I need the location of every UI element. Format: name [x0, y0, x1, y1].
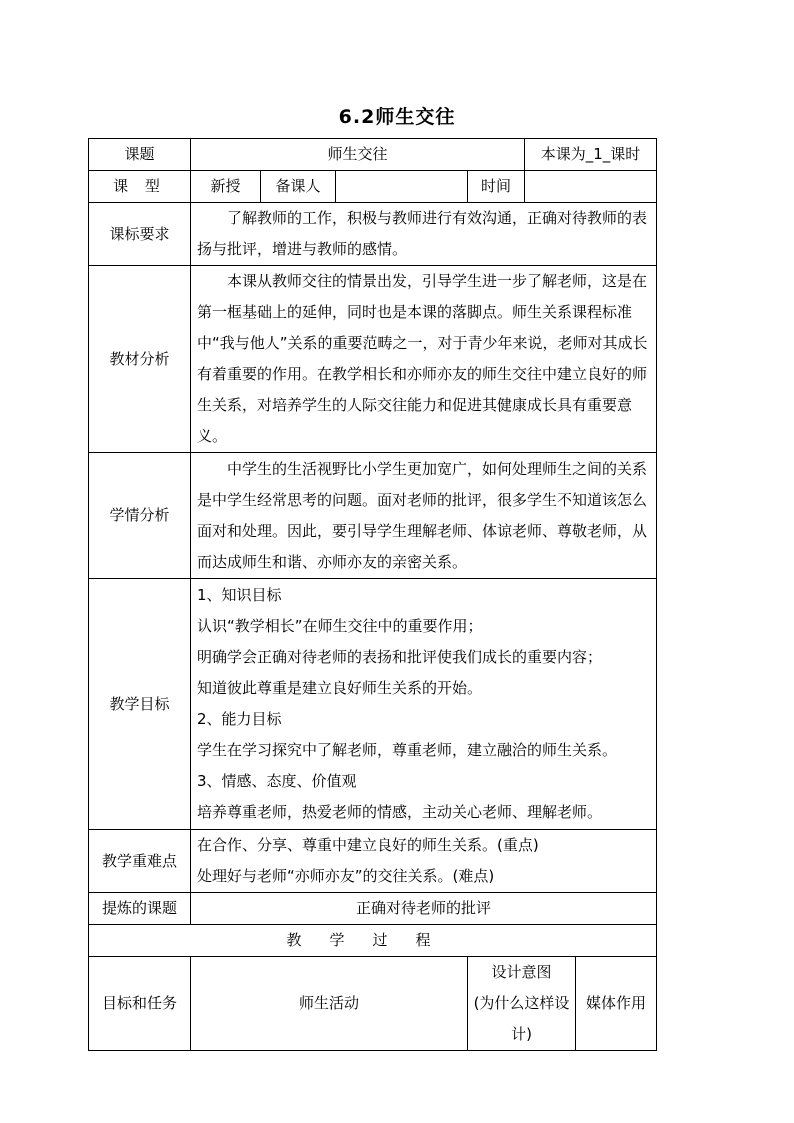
- design-intent-title: 设计意图: [491, 963, 552, 981]
- period-prefix: 本课为: [540, 145, 586, 163]
- standard-text: 了解教师的工作，积极与教师进行有效沟通，正确对待教师的表扬与批评，增进与教师的感情。: [191, 203, 657, 266]
- type-label: 课 型: [89, 171, 191, 203]
- row-standard: [89, 203, 657, 266]
- refined-topic-label: 提炼的课题: [89, 893, 191, 925]
- period-value: _1_: [585, 145, 611, 163]
- type-value: 新授: [191, 171, 261, 203]
- topic-value: 师生交往: [191, 139, 525, 171]
- material-label: 教材分析: [89, 266, 191, 453]
- goal-line: 1、知识目标: [197, 586, 282, 604]
- key-point-line: 在合作、分享、尊重中建立良好的师生关系。(重点): [197, 836, 539, 854]
- key-points-label: 教学重难点: [89, 830, 191, 893]
- lesson-plan-table: [88, 138, 657, 1051]
- column-goals-tasks: 目标和任务: [89, 957, 191, 1051]
- key-point-line: 处理好与老师“亦师亦友”的交往关系。(难点): [197, 867, 495, 885]
- students-text: 中学生的生活视野比小学生更加宽广，如何处理师生之间的关系是中学生经常思考的问题。面对老师的批评，很多学生不知道该怎么面对和处理。因此，要引导学生理解老师、体谅老师、尊敬老师，从而达成师生和谐、亦师亦友的亲密关系。: [191, 453, 657, 579]
- time-label: 时间: [468, 171, 525, 203]
- row-topic: [89, 139, 657, 171]
- row-goals: [89, 579, 657, 830]
- goal-line: 培养尊重老师，热爱老师的情感，主动关心老师、理解老师。: [197, 803, 603, 821]
- row-material: [89, 266, 657, 453]
- key-points-content: [191, 830, 657, 893]
- column-teacher-student-activity: 师生活动: [191, 957, 468, 1051]
- row-process-columns: [89, 957, 657, 1051]
- lesson-period: [525, 139, 657, 171]
- design-intent-subtitle: (为什么这样设计): [473, 994, 570, 1043]
- column-design-intent: [468, 957, 576, 1051]
- row-students: [89, 453, 657, 579]
- preparer-value: [336, 171, 468, 203]
- row-key-points: [89, 830, 657, 893]
- goal-line: 知道彼此尊重是建立良好师生关系的开始。: [197, 679, 483, 697]
- students-label: 学情分析: [89, 453, 191, 579]
- process-heading: 教学过程: [89, 925, 657, 957]
- period-suffix: 课时: [610, 145, 641, 163]
- goal-line: 学生在学习探究中了解老师，尊重老师，建立融洽的师生关系。: [197, 741, 618, 759]
- topic-label: 课题: [89, 139, 191, 171]
- goal-line: 认识“教学相长”在师生交往中的重要作用；: [197, 617, 483, 635]
- document-title: 6.2师生交往: [338, 106, 456, 128]
- goal-line: 3、情感、态度、价值观: [197, 772, 357, 790]
- goal-line: 2、能力目标: [197, 710, 282, 728]
- row-refined-topic: [89, 893, 657, 925]
- preparer-label: 备课人: [261, 171, 336, 203]
- refined-topic-value: 正确对待老师的批评: [191, 893, 657, 925]
- standard-label: 课标要求: [89, 203, 191, 266]
- row-process-heading: [89, 925, 657, 957]
- goals-content: [191, 579, 657, 830]
- goal-line: 明确学会正确对待老师的表扬和批评使我们成长的重要内容；: [197, 648, 603, 666]
- time-value: [525, 171, 657, 203]
- goals-label: 教学目标: [89, 579, 191, 830]
- column-media-role: 媒体作用: [576, 957, 657, 1051]
- material-text: 本课从教师交往的情景出发，引导学生进一步了解老师，这是在第一框基础上的延伸，同时也是本课的落脚点。师生关系课程标准中“我与他人”关系的重要范畴之一，对于青少年来说，老师对其成长有着重要的作用。在教学相长和亦师亦友的师生交往中建立良好的师生关系，对培养学生的人际交往能力和促进其健康成长具有重要意义。: [191, 266, 657, 453]
- row-type: [89, 171, 657, 203]
